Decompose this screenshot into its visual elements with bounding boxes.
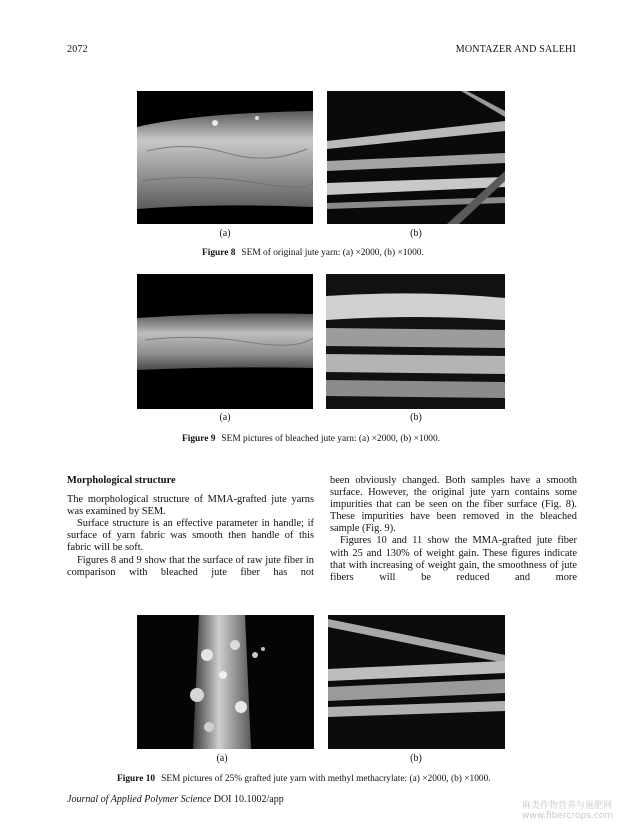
figure-8b-image (327, 91, 505, 224)
doi: DOI 10.1002/app (213, 794, 284, 805)
journal-name: Journal of Applied Polymer Science (67, 794, 212, 805)
figure-10b-image (328, 615, 505, 749)
page-number: 2072 (67, 44, 88, 55)
figure-10-caption-text: SEM pictures of 25% grafted jute yarn with methyl methacrylate: (a) ×2000, (b) ×1000. (161, 774, 491, 784)
figure-8-caption-text: SEM of original jute yarn: (a) ×2000, (b) ×1000. (241, 248, 424, 258)
figure-8-label: Figure 8 (202, 248, 236, 258)
section-heading: Morphological structure (67, 475, 176, 486)
right-paragraph-2: Figures 10 and 11 show the MMA-grafted jute fiber with 25 and 130% of weight gain. These figures indicate that with increasing of weight gain, the smoothness of jute fibers will be reduced and more (330, 535, 577, 583)
figure-8a-label: (a) (219, 228, 231, 239)
right-paragraph-1: been obviously changed. Both samples have a smooth surface. However, the original jute yarn contains some impurities that can be seen on the fiber surface (Fig. 8). These impurities have been removed in the bleached sample (Fig. 9). (330, 475, 577, 535)
figure-9-caption (182, 434, 440, 444)
figure-9-label: Figure 9 (182, 434, 216, 444)
left-paragraph-2: Surface structure is an effective parameter in handle; if surface of yarn fabric was smooth then handle of this fabric will be soft. (67, 518, 314, 554)
journal-footer (67, 794, 284, 805)
figure-9a-image (137, 274, 313, 409)
figure-10a-image (137, 615, 314, 749)
figure-9b-image (326, 274, 505, 409)
figure-8a-image (137, 91, 313, 224)
figure-10-caption (117, 774, 491, 784)
right-column (330, 475, 577, 584)
figure-9a-label: (a) (219, 412, 231, 423)
left-paragraph-1: The morphological structure of MMA-grafted jute yarns was examined by SEM. (67, 494, 314, 518)
left-paragraph-3: Figures 8 and 9 show that the surface of raw jute fiber in comparison with bleached jute fiber has not (67, 554, 314, 578)
figure-10b-label: (b) (410, 753, 422, 764)
left-column (67, 475, 314, 579)
figure-9b-label: (b) (410, 412, 422, 423)
figure-10a-label: (a) (216, 753, 228, 764)
figure-10-label: Figure 10 (117, 774, 156, 784)
figure-8b-label: (b) (410, 228, 422, 239)
watermark: 麻类作物营养与施肥网 www.fibercrops.com (522, 801, 613, 821)
figure-8-caption (202, 248, 424, 258)
figure-9-caption-text: SEM pictures of bleached jute yarn: (a) ×2000, (b) ×1000. (221, 434, 441, 444)
running-header: MONTAZER AND SALEHI (455, 44, 576, 55)
